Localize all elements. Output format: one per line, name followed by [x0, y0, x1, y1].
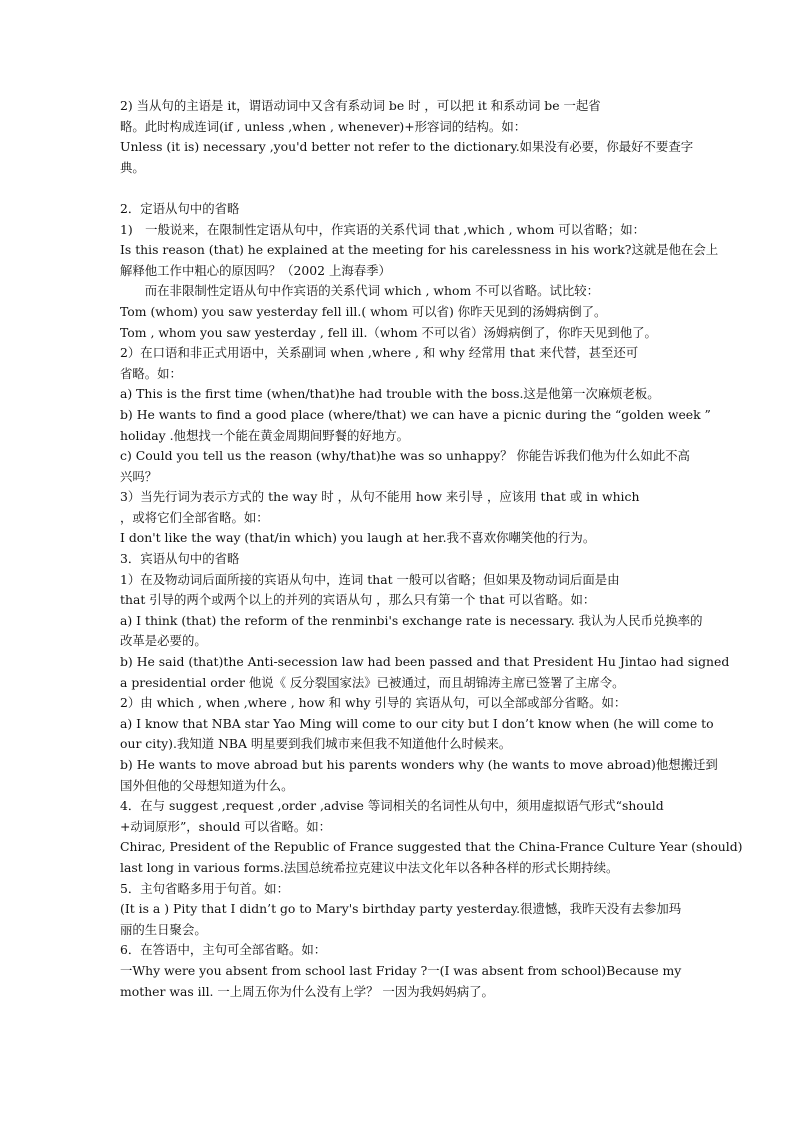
text-line: 而在非限制性定语从句中作宾语的关系代词 which , whom 不可以省略。试比较： — [120, 283, 600, 299]
text-line: mother was ill. 一上周五你为什么没有上学？ 一因为我妈妈病了。 — [120, 983, 494, 999]
text-line: a) I think (that) the reform of the renminbi's exchange rate is necessary. 我认为人民币兑换率的 — [120, 612, 703, 628]
text-line: Tom (whom) you saw yesterday fell ill.( whom 可以省) 你昨天见到的汤姆病倒了。 — [120, 303, 607, 319]
text-line: Is this reason (that) he explained at the meeting for his carelessness in his work?这就是他在会上 — [120, 242, 719, 258]
text-line: +动词原形”，should 可以省略。如： — [120, 818, 332, 834]
text-line: 2．定语从句中的省略 — [120, 200, 240, 216]
text-line: that 引导的两个或两个以上的并列的宾语从句 ，那么只有第一个 that 可以省略。如： — [120, 592, 596, 608]
text-line: 典。 — [120, 159, 145, 175]
text-line: 2）在口语和非正式用语中，关系副词 when ,where , 和 why 经常用 that 来代替，甚至还可 — [120, 345, 639, 361]
text-line: b) He said (that)the Anti-secession law had been passed and that President Hu Jintao had signed — [120, 654, 730, 670]
text-line — [120, 178, 680, 199]
text-line: 3）当先行词为表示方式的 the way 时 ，从句不能用 how 来引导 ，应该用 that 或 in which — [120, 489, 640, 505]
text-line: 3．宾语从句中的省略 — [120, 551, 240, 567]
text-line: 1) 一般说来，在限制性定语从句中，作宾语的关系代词 that ,which , whom 可以省略；如： — [120, 221, 645, 237]
text-line: 略。此时构成连词(if , unless ,when , whenever)+形容词的结构。如： — [120, 118, 527, 134]
text-line: ，或将它们全部省略。如： — [120, 509, 269, 525]
text-line: Tom , whom you saw yesterday , fell ill.（whom 不可以省）汤姆病倒了，你昨天见到他了。 — [120, 324, 657, 340]
text-line: a) I know that NBA star Yao Ming will come to our city but I don’t know when (he will come to — [120, 715, 714, 731]
text-line: 兴吗？ — [120, 468, 158, 484]
text-line: 省略。如： — [120, 365, 182, 381]
text-line: 4．在与 suggest ,request ,order ,advise 等词相关的名词性从句中，须用虚拟语气形式“should — [120, 798, 664, 814]
text-line: Chirac, President of the Republic of France suggested that the China-France Culture Year (should) — [120, 839, 743, 855]
text-line: 5．主句省略多用于句首。如： — [120, 880, 289, 896]
document-body — [120, 96, 743, 1002]
text-line: a presidential order 他说《 反分裂国家法》已被通过，而且胡锦涛主席已签署了主席令。 — [120, 674, 625, 690]
text-line: 丽的生日聚会。 — [120, 921, 207, 937]
text-line: 2）由 which , when ,where , how 和 why 引导的 宾语从句，可以全部或部分省略。如： — [120, 695, 627, 711]
text-line: Unless (it is) necessary ,you'd better not refer to the dictionary.如果没有必要，你最好不要查字 — [120, 139, 694, 155]
text-line: 一Why were you absent from school last Friday ?一(I was absent from school)Because my — [120, 962, 682, 978]
text-line: a) This is the first time (when/that)he had trouble with the boss.这是他第一次麻烦老板。 — [120, 386, 660, 402]
text-line: 解释他工作中粗心的原因吗？（2002 上海春季） — [120, 262, 391, 278]
text-line: b) He wants to move abroad but his parents wonders why (he wants to move abroad)他想搬迁到 — [120, 757, 718, 772]
text-line: last long in various forms.法国总统希拉克建议中法文化年以各种各样的形式长期持续。 — [120, 859, 619, 875]
text-line: (It is a ) Pity that I didn’t go to Mary's birthday party yesterday.很遗憾，我昨天没有去参加玛 — [120, 901, 682, 917]
text-line: our city).我知道 NBA 明星要到我们城市来但我不知道他什么时候来。 — [120, 736, 512, 752]
text-line: 2) 当从句的主语是 it，谓语动词中又含有系动词 be 时 ，可以把 it 和系动词 be 一起省 — [120, 98, 601, 113]
text-line: 国外但他的父母想知道为什么。 — [120, 777, 294, 793]
text-line: b) He wants to find a good place (where/that) we can have a picnic during the “golden week ” — [120, 406, 711, 422]
text-line: 6．在答语中，主句可全部省略。如： — [120, 942, 327, 958]
text-line: 1）在及物动词后面所接的宾语从句中，连词 that 一般可以省略；但如果及物动词后面是由 — [120, 571, 620, 587]
text-line: I don't like the way (that/in which) you laugh at her.我不喜欢你嘲笑他的行为。 — [120, 530, 596, 546]
text-line: holiday .他想找一个能在黄金周期间野餐的好地方。 — [120, 427, 409, 443]
text-line: c) Could you tell us the reason (why/that)he was so unhappy？ 你能告诉我们他为什么如此不高 — [120, 448, 690, 464]
text-line: 改革是必要的。 — [120, 633, 207, 649]
